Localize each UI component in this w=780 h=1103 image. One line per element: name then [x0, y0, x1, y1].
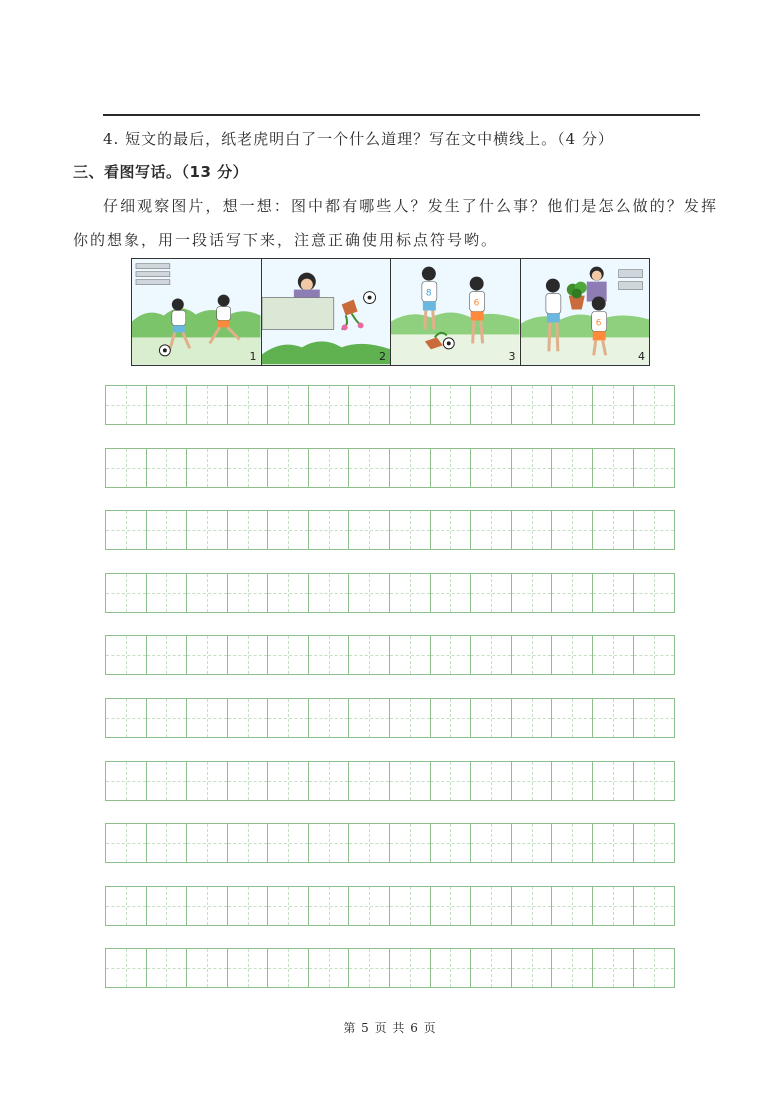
writing-cell[interactable] — [349, 824, 390, 862]
writing-cell[interactable] — [390, 574, 431, 612]
writing-cell[interactable] — [106, 449, 147, 487]
writing-cell[interactable] — [512, 762, 553, 800]
picture-panel-3 — [391, 259, 521, 365]
writing-cell[interactable] — [309, 887, 350, 925]
writing-cell[interactable] — [593, 887, 634, 925]
writing-cell[interactable] — [471, 949, 512, 987]
writing-cell[interactable] — [390, 762, 431, 800]
answer-line — [103, 114, 700, 116]
panel-number: 2 — [379, 350, 386, 363]
writing-cell[interactable] — [471, 636, 512, 674]
writing-cell[interactable] — [147, 949, 188, 987]
writing-cell[interactable] — [147, 762, 188, 800]
writing-grid-row — [105, 698, 675, 738]
writing-cell[interactable] — [390, 699, 431, 737]
panel-number: 3 — [508, 350, 516, 363]
writing-cell[interactable] — [309, 949, 350, 987]
writing-cell[interactable] — [431, 636, 472, 674]
writing-cell[interactable] — [187, 949, 228, 987]
writing-cell[interactable] — [471, 824, 512, 862]
writing-cell[interactable] — [187, 762, 228, 800]
writing-cell[interactable] — [634, 762, 675, 800]
writing-grid-row — [105, 635, 675, 675]
writing-cell[interactable] — [552, 636, 593, 674]
writing-cell[interactable] — [512, 449, 553, 487]
writing-cell[interactable] — [593, 949, 634, 987]
writing-cell[interactable] — [147, 824, 188, 862]
writing-cell[interactable] — [431, 699, 472, 737]
writing-cell[interactable] — [512, 887, 553, 925]
writing-cell[interactable] — [634, 574, 675, 612]
writing-cell[interactable] — [106, 949, 147, 987]
writing-cell[interactable] — [431, 511, 472, 549]
writing-cell[interactable] — [228, 449, 269, 487]
writing-cell[interactable] — [106, 511, 147, 549]
writing-cell[interactable] — [187, 887, 228, 925]
writing-cell[interactable] — [390, 824, 431, 862]
writing-cell[interactable] — [187, 449, 228, 487]
writing-cell[interactable] — [106, 887, 147, 925]
writing-cell[interactable] — [552, 449, 593, 487]
writing-cell[interactable] — [512, 636, 553, 674]
writing-grid-row — [105, 948, 675, 988]
writing-cell[interactable] — [309, 386, 350, 424]
writing-cell[interactable] — [187, 386, 228, 424]
writing-cell[interactable] — [349, 636, 390, 674]
writing-cell[interactable] — [228, 949, 269, 987]
writing-cell[interactable] — [147, 449, 188, 487]
section-title: 三、看图写话。（13 分） — [73, 163, 249, 181]
writing-cell[interactable] — [106, 824, 147, 862]
writing-cell[interactable] — [634, 449, 675, 487]
shirt-number: 6 — [473, 298, 480, 309]
writing-cell[interactable] — [593, 574, 634, 612]
writing-cell[interactable] — [106, 699, 147, 737]
writing-cell[interactable] — [552, 574, 593, 612]
shirt-number: 6 — [595, 318, 601, 329]
writing-cell[interactable] — [309, 762, 350, 800]
writing-cell[interactable] — [228, 699, 269, 737]
writing-cell[interactable] — [634, 824, 675, 862]
writing-cell[interactable] — [471, 449, 512, 487]
writing-cell[interactable] — [268, 636, 309, 674]
writing-cell[interactable] — [147, 636, 188, 674]
writing-cell[interactable] — [228, 762, 269, 800]
writing-cell[interactable] — [309, 824, 350, 862]
writing-cell[interactable] — [552, 511, 593, 549]
writing-cell[interactable] — [268, 449, 309, 487]
writing-cell[interactable] — [228, 386, 269, 424]
picture-panel-4 — [521, 259, 650, 365]
writing-cell[interactable] — [147, 699, 188, 737]
writing-cell[interactable] — [431, 386, 472, 424]
writing-cell[interactable] — [390, 636, 431, 674]
writing-cell[interactable] — [634, 949, 675, 987]
writing-cell[interactable] — [147, 511, 188, 549]
writing-cell[interactable] — [552, 762, 593, 800]
writing-cell[interactable] — [634, 386, 675, 424]
writing-cell[interactable] — [512, 511, 553, 549]
writing-cell[interactable] — [309, 699, 350, 737]
return-pot-illustration — [521, 259, 650, 365]
writing-cell[interactable] — [512, 574, 553, 612]
writing-cell[interactable] — [471, 887, 512, 925]
panel-number: 4 — [638, 350, 645, 363]
writing-cell[interactable] — [309, 511, 350, 549]
writing-cell[interactable] — [431, 762, 472, 800]
writing-cell[interactable] — [390, 386, 431, 424]
writing-cell[interactable] — [228, 636, 269, 674]
writing-grid-row — [105, 886, 675, 926]
writing-cell[interactable] — [349, 887, 390, 925]
writing-cell[interactable] — [106, 386, 147, 424]
writing-cell[interactable] — [471, 699, 512, 737]
writing-cell[interactable] — [593, 386, 634, 424]
writing-cell[interactable] — [228, 574, 269, 612]
writing-cell[interactable] — [187, 824, 228, 862]
writing-cell[interactable] — [593, 449, 634, 487]
writing-cell[interactable] — [349, 386, 390, 424]
writing-cell[interactable] — [309, 636, 350, 674]
writing-cell[interactable] — [106, 636, 147, 674]
writing-cell[interactable] — [147, 386, 188, 424]
writing-cell[interactable] — [187, 574, 228, 612]
writing-cell[interactable] — [349, 699, 390, 737]
writing-cell[interactable] — [593, 762, 634, 800]
writing-cell[interactable] — [552, 386, 593, 424]
writing-cell[interactable] — [268, 574, 309, 612]
writing-cell[interactable] — [268, 511, 309, 549]
writing-cell[interactable] — [512, 386, 553, 424]
writing-cell[interactable] — [349, 449, 390, 487]
writing-cell[interactable] — [228, 824, 269, 862]
writing-cell[interactable] — [106, 574, 147, 612]
writing-cell[interactable] — [390, 449, 431, 487]
writing-cell[interactable] — [309, 574, 350, 612]
writing-cell[interactable] — [431, 449, 472, 487]
writing-cell[interactable] — [634, 636, 675, 674]
football-scene-illustration — [132, 259, 261, 365]
writing-cell[interactable] — [431, 887, 472, 925]
writing-cell[interactable] — [593, 636, 634, 674]
writing-cell[interactable] — [268, 824, 309, 862]
writing-grid-row — [105, 510, 675, 550]
writing-cell[interactable] — [390, 949, 431, 987]
writing-cell[interactable] — [593, 699, 634, 737]
writing-cell[interactable] — [268, 887, 309, 925]
writing-cell[interactable] — [268, 699, 309, 737]
picture-strip — [131, 258, 650, 366]
writing-cell[interactable] — [349, 574, 390, 612]
instruction-text: 仔细观察图片，想一想：图中都有哪些人？发生了什么事？他们是怎么做的？发挥你的想象，用一段话写下来，注意正确使用标点符号哟。 — [73, 197, 718, 249]
writing-cell[interactable] — [552, 824, 593, 862]
writing-cell[interactable] — [512, 824, 553, 862]
writing-cell[interactable] — [349, 511, 390, 549]
writing-cell[interactable] — [593, 511, 634, 549]
writing-grid-row — [105, 385, 675, 425]
writing-cell[interactable] — [431, 574, 472, 612]
writing-cell[interactable] — [431, 949, 472, 987]
writing-cell[interactable] — [147, 887, 188, 925]
writing-cell[interactable] — [471, 386, 512, 424]
writing-cell[interactable] — [471, 762, 512, 800]
writing-cell[interactable] — [147, 574, 188, 612]
flowerpot-falling-illustration — [262, 259, 391, 365]
writing-grid-row — [105, 823, 675, 863]
writing-cell[interactable] — [634, 699, 675, 737]
writing-cell[interactable] — [512, 699, 553, 737]
writing-cell[interactable] — [634, 887, 675, 925]
writing-cell[interactable] — [349, 762, 390, 800]
writing-cell[interactable] — [228, 511, 269, 549]
writing-cell[interactable] — [471, 574, 512, 612]
writing-grid-row — [105, 448, 675, 488]
writing-grid-row — [105, 761, 675, 801]
writing-cell[interactable] — [268, 949, 309, 987]
writing-cell[interactable] — [106, 762, 147, 800]
writing-cell[interactable] — [552, 699, 593, 737]
writing-cell[interactable] — [390, 887, 431, 925]
writing-cell[interactable] — [228, 887, 269, 925]
shirt-number: 8 — [425, 288, 432, 299]
question-4: 4. 短文的最后，纸老虎明白了一个什么道理？写在文中横线上。（4 分） — [103, 130, 614, 148]
writing-grid-row — [105, 573, 675, 613]
writing-cell[interactable] — [593, 824, 634, 862]
writing-cell[interactable] — [512, 949, 553, 987]
writing-cell[interactable] — [187, 699, 228, 737]
writing-cell[interactable] — [187, 636, 228, 674]
writing-cell[interactable] — [634, 511, 675, 549]
writing-cell[interactable] — [309, 449, 350, 487]
writing-cell[interactable] — [552, 949, 593, 987]
writing-cell[interactable] — [268, 762, 309, 800]
picture-panel-2 — [262, 259, 392, 365]
panel-number: 1 — [249, 350, 257, 363]
writing-cell[interactable] — [187, 511, 228, 549]
writing-cell[interactable] — [431, 824, 472, 862]
broken-pot-illustration — [391, 259, 520, 365]
page-footer: 第 5 页 共 6 页 — [343, 1021, 437, 1035]
writing-cell[interactable] — [349, 949, 390, 987]
writing-cell[interactable] — [471, 511, 512, 549]
writing-cell[interactable] — [268, 386, 309, 424]
picture-panel-1 — [132, 259, 262, 365]
writing-cell[interactable] — [552, 887, 593, 925]
writing-cell[interactable] — [390, 511, 431, 549]
